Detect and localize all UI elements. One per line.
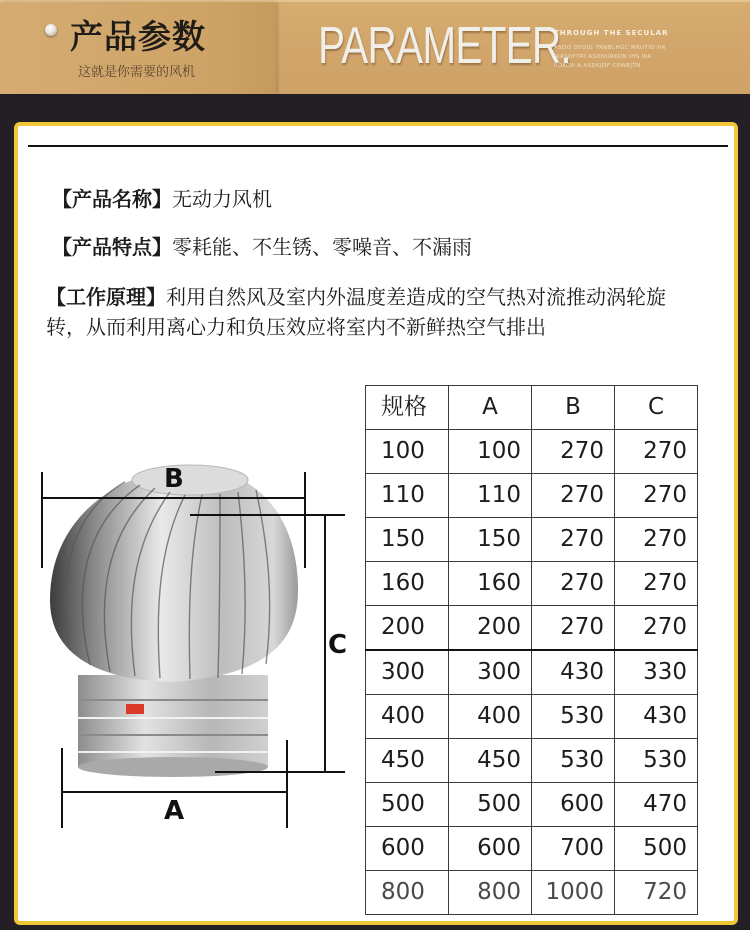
cell: 500: [449, 783, 532, 827]
cell: 330: [615, 650, 698, 695]
cell: 400: [366, 695, 449, 739]
table-row: [366, 562, 698, 606]
header-a: A: [449, 386, 532, 430]
cell: 150: [449, 518, 532, 562]
product-name-row: [52, 186, 272, 212]
cell: 600: [449, 827, 532, 871]
working-principle-row: [46, 282, 666, 342]
dimension-label-c: C: [328, 630, 348, 660]
tagline-line: ASDO DFOJG TRNBLHGC MKUTIO HR: [554, 45, 666, 51]
header-c: C: [615, 386, 698, 430]
page-title: 产品参数: [70, 17, 206, 56]
table-row: [366, 474, 698, 518]
cell: 400: [449, 695, 532, 739]
tagline-heading: THROUGH THE SECULAR: [554, 29, 669, 37]
cell: 300: [366, 650, 449, 695]
title-tab: [0, 2, 276, 94]
dimension-label-b: B: [164, 464, 184, 494]
cell: 110: [366, 474, 449, 518]
product-features-value: 零耗能、不生锈、零噪音、不漏雨: [172, 235, 472, 259]
cell: 500: [615, 827, 698, 871]
cell: 270: [532, 474, 615, 518]
cell: 270: [532, 606, 615, 651]
table-row: [366, 650, 698, 695]
cell: 100: [449, 430, 532, 474]
product-features-row: [52, 234, 472, 260]
tagline-line: POKOA A ASDKJDF CEWEJTN: [554, 63, 641, 69]
cell: 530: [615, 739, 698, 783]
working-principle-label: 【工作原理】: [46, 285, 166, 309]
product-features-label: 【产品特点】: [52, 235, 172, 259]
cell: 270: [615, 430, 698, 474]
tagline-text: [554, 44, 666, 71]
cell: 530: [532, 695, 615, 739]
cell: 430: [532, 650, 615, 695]
cell: 720: [615, 871, 698, 915]
cell: 270: [532, 518, 615, 562]
pin-icon: [45, 24, 57, 36]
fan-diagram: [30, 450, 360, 840]
working-principle-value: 利用自然风及室内外温度差造成的空气热对流推动涡轮旋转，从而利用离心力和负压效应将室内不新鲜热空气排出: [46, 285, 666, 339]
turbine-ventilator-icon: [30, 450, 360, 840]
cell: 500: [366, 783, 449, 827]
header-banner: [0, 0, 750, 94]
table-row: [366, 430, 698, 474]
cell: 800: [366, 871, 449, 915]
cell: 700: [532, 827, 615, 871]
cell: 800: [449, 871, 532, 915]
cell: 270: [615, 606, 698, 651]
cell: 450: [449, 739, 532, 783]
cell: 600: [366, 827, 449, 871]
cell: 430: [615, 695, 698, 739]
cell: 200: [449, 606, 532, 651]
cell: 100: [366, 430, 449, 474]
cell: 530: [532, 739, 615, 783]
divider: [28, 145, 728, 147]
cell: 200: [366, 606, 449, 651]
table-row: [366, 871, 698, 915]
cell: 300: [449, 650, 532, 695]
cell: 270: [615, 518, 698, 562]
dimension-label-a: A: [164, 796, 185, 826]
cell: 160: [449, 562, 532, 606]
parameter-heading: PARAMETER.: [318, 17, 571, 75]
table-row: [366, 783, 698, 827]
cell: 470: [615, 783, 698, 827]
tagline-line: IKASDFTRI ASDNURKON IHS WA: [554, 54, 652, 60]
cell: 150: [366, 518, 449, 562]
header-spec: 规格: [366, 386, 449, 430]
cell: 1000: [532, 871, 615, 915]
cell: 270: [532, 430, 615, 474]
cell: 600: [532, 783, 615, 827]
cell: 270: [615, 562, 698, 606]
table-row: [366, 739, 698, 783]
table-row: [366, 606, 698, 651]
cell: 270: [615, 474, 698, 518]
page-subtitle: 这就是你需要的风机: [78, 65, 196, 80]
table-row: [366, 827, 698, 871]
spec-table: [365, 385, 698, 915]
table-header-row: [366, 386, 698, 430]
cell: 270: [532, 562, 615, 606]
product-name-value: 无动力风机: [172, 187, 272, 211]
cell: 110: [449, 474, 532, 518]
table-row: [366, 695, 698, 739]
cell: 160: [366, 562, 449, 606]
product-name-label: 【产品名称】: [52, 187, 172, 211]
header-b: B: [532, 386, 615, 430]
table-row: [366, 518, 698, 562]
cell: 450: [366, 739, 449, 783]
